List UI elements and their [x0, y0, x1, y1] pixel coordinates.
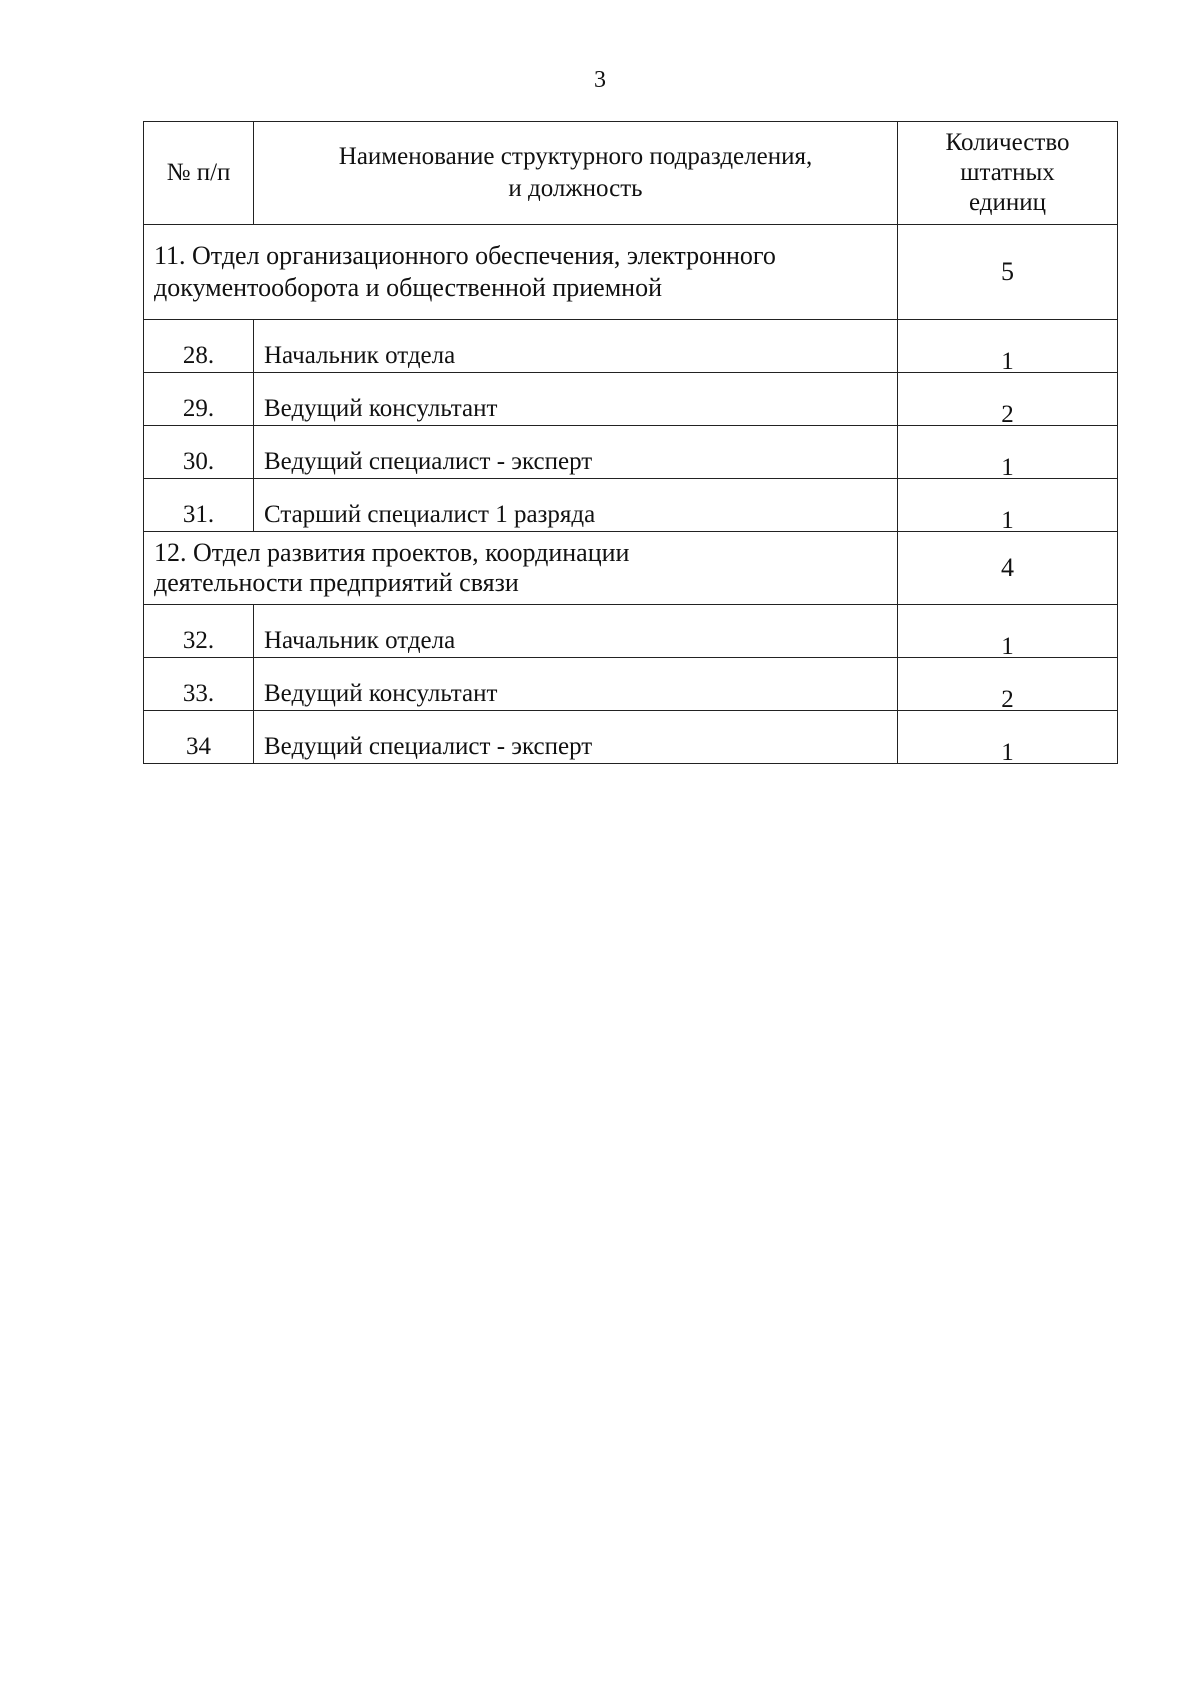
section-row-12: [144, 532, 1118, 605]
section-total: 5: [898, 225, 1118, 320]
table-row: [144, 373, 1118, 426]
page-number: 3: [594, 67, 606, 93]
header-quantity-line-3: единиц: [968, 189, 1046, 216]
header-name-line-2: и должность: [508, 175, 643, 202]
table-row: [144, 479, 1118, 532]
table-row: [144, 658, 1118, 711]
row-quantity-value: 1: [1001, 454, 1014, 481]
table-header-row: [144, 122, 1118, 225]
staffing-table: [143, 121, 1118, 764]
row-quantity: [898, 605, 1118, 658]
table-row: [144, 320, 1118, 373]
row-number: 29.: [144, 373, 254, 426]
row-position: Старший специалист 1 разряда: [254, 479, 898, 532]
row-position: Ведущий специалист - эксперт: [254, 711, 898, 764]
section-row-11: [144, 225, 1118, 320]
header-number: № п/п: [144, 122, 254, 225]
table-row: [144, 426, 1118, 479]
table-row: [144, 605, 1118, 658]
header-name: [254, 122, 898, 225]
row-position: Ведущий консультант: [254, 658, 898, 711]
table-row: [144, 711, 1118, 764]
section-title-line-1: 12. Отдел развития проектов, координации: [154, 538, 630, 567]
section-title: [144, 532, 898, 605]
row-position: Начальник отдела: [254, 605, 898, 658]
row-quantity: [898, 320, 1118, 373]
section-title: [144, 225, 898, 320]
row-number: 30.: [144, 426, 254, 479]
row-quantity-value: 1: [1001, 507, 1014, 534]
row-quantity-value: 1: [1001, 739, 1014, 766]
row-quantity: [898, 373, 1118, 426]
section-title-line-2: документооборота и общественной приемной: [154, 273, 662, 302]
row-quantity: [898, 658, 1118, 711]
section-title-line-2: деятельности предприятий связи: [154, 568, 519, 597]
row-quantity: [898, 711, 1118, 764]
row-quantity-value: 1: [1001, 348, 1014, 375]
row-quantity: [898, 426, 1118, 479]
header-name-line-1: Наименование структурного подразделения,: [338, 143, 813, 170]
row-position: Ведущий консультант: [254, 373, 898, 426]
row-position: Ведущий специалист - эксперт: [254, 426, 898, 479]
section-total: 4: [898, 532, 1118, 605]
row-number: 32.: [144, 605, 254, 658]
row-number: 34: [144, 711, 254, 764]
row-quantity-value: 1: [1001, 633, 1014, 660]
row-quantity-value: 2: [1001, 401, 1014, 428]
row-number: 28.: [144, 320, 254, 373]
row-quantity: [898, 479, 1118, 532]
header-quantity-line-1: Количество: [945, 129, 1070, 156]
row-position: Начальник отдела: [254, 320, 898, 373]
section-title-line-1: 11. Отдел организационного обеспечения, электронного: [154, 241, 776, 270]
header-quantity: [898, 122, 1118, 225]
row-quantity-value: 2: [1001, 686, 1014, 713]
row-number: 33.: [144, 658, 254, 711]
row-number: 31.: [144, 479, 254, 532]
header-quantity-line-2: штатных: [960, 159, 1055, 186]
